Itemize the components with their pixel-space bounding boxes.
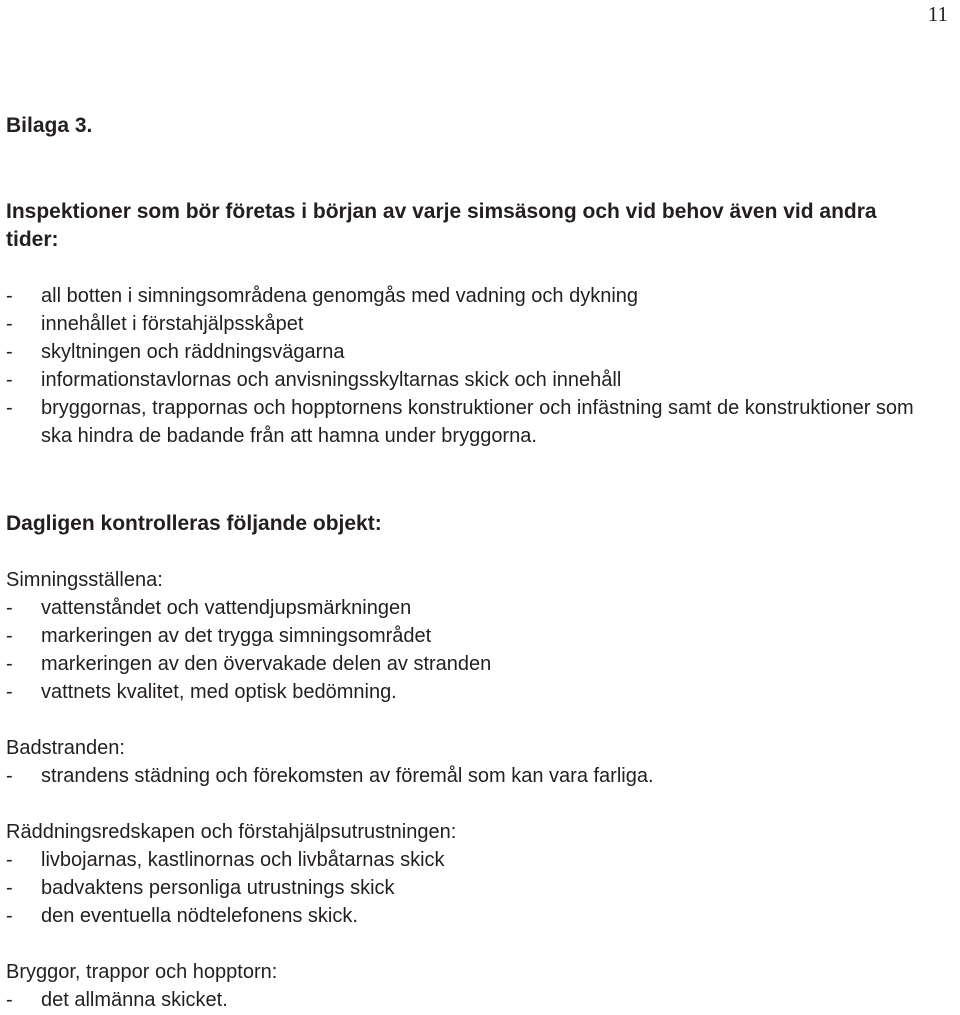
list-item-text: bryggornas, trappornas och hopptornens konstruktioner och infästning samt de konstruktioner som ska hindra de badande från att hamna under bryggorna. (41, 397, 914, 447)
group-beach (6, 734, 926, 790)
page-number: 11 (927, 2, 948, 26)
list-item (6, 394, 926, 450)
list-item (6, 622, 926, 650)
list-item (6, 846, 926, 874)
group-list (6, 594, 926, 706)
dash-marker: - (6, 341, 13, 363)
group-label: Räddningsredskapen och förstahjälpsutrustningen: (6, 821, 457, 843)
daily-section (6, 510, 926, 1014)
appendix-title: Bilaga 3. (6, 114, 93, 137)
list-item-text: badvaktens personliga utrustnings skick (41, 877, 395, 899)
group-piers (6, 958, 926, 1014)
list-item (6, 902, 926, 930)
list-item-text: livbojarnas, kastlinornas och livbåtarnas skick (41, 849, 445, 871)
dash-marker: - (6, 989, 13, 1011)
list-item (6, 678, 926, 706)
dash-marker: - (6, 313, 13, 335)
dash-marker: - (6, 285, 13, 307)
group-label: Badstranden: (6, 737, 125, 759)
list-item (6, 366, 926, 394)
list-item (6, 338, 926, 366)
dash-marker: - (6, 849, 13, 871)
inspections-list (6, 282, 926, 450)
group-list (6, 986, 926, 1014)
list-item (6, 282, 926, 310)
inspections-section (6, 198, 926, 450)
list-item-text: innehållet i förstahjälpsskåpet (41, 313, 304, 335)
list-item (6, 986, 926, 1014)
list-item-text: informationstavlornas och anvisningsskyltarnas skick och innehåll (41, 369, 622, 391)
list-item-text: vattenståndet och vattendjupsmärkningen (41, 597, 412, 619)
dash-marker: - (6, 681, 13, 703)
group-swimming-places (6, 566, 926, 706)
group-list (6, 762, 926, 790)
list-item (6, 874, 926, 902)
group-list (6, 846, 926, 930)
list-item (6, 762, 926, 790)
group-label: Simningsställena: (6, 569, 163, 591)
dash-marker: - (6, 905, 13, 927)
list-item-text: all botten i simningsområdena genomgås med vadning och dykning (41, 285, 639, 307)
dash-marker: - (6, 625, 13, 647)
list-item-text: markeringen av det trygga simningsområdet (41, 625, 432, 647)
list-item (6, 310, 926, 338)
group-label: Bryggor, trappor och hopptorn: (6, 961, 278, 983)
list-item (6, 594, 926, 622)
dash-marker: - (6, 877, 13, 899)
list-item-text: den eventuella nödtelefonens skick. (41, 905, 358, 927)
list-item-text: markeringen av den övervakade delen av stranden (41, 653, 492, 675)
list-item-text: vattnets kvalitet, med optisk bedömning. (41, 681, 397, 703)
group-rescue-equipment (6, 818, 926, 930)
dash-marker: - (6, 653, 13, 675)
dash-marker: - (6, 765, 13, 787)
dash-marker: - (6, 369, 13, 391)
dash-marker: - (6, 397, 13, 419)
inspections-heading: Inspektioner som bör företas i början av varje simsäsong och vid behov även vid andra tider: (6, 200, 877, 251)
list-item-text: strandens städning och förekomsten av föremål som kan vara farliga. (41, 765, 654, 787)
daily-heading: Dagligen kontrolleras följande objekt: (6, 512, 382, 535)
list-item (6, 650, 926, 678)
list-item-text: det allmänna skicket. (41, 989, 228, 1011)
list-item-text: skyltningen och räddningsvägarna (41, 341, 345, 363)
dash-marker: - (6, 597, 13, 619)
